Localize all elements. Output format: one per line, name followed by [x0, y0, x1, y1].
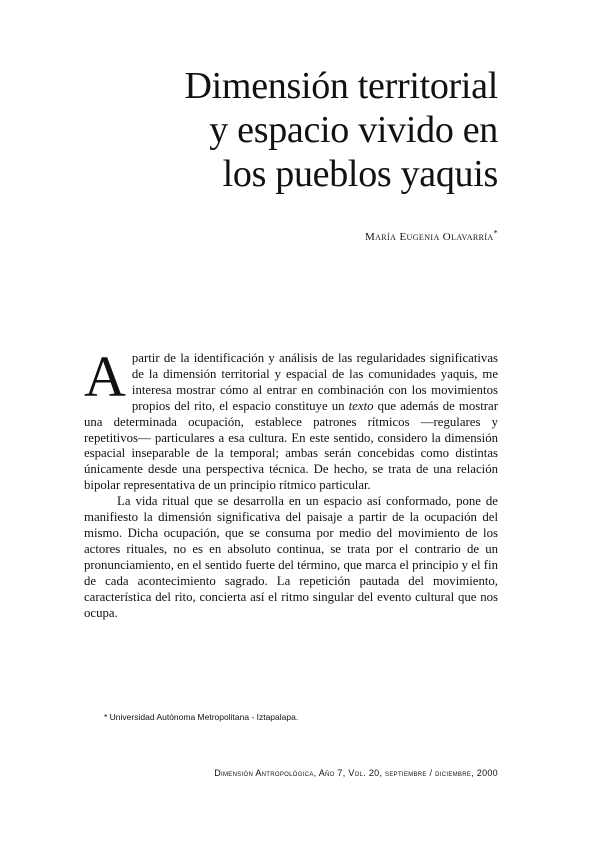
paragraph-1-text-a: partir de la identificación y análisis de las regularidades significativas de la dimensión territorial y espacial de las comunidades yaquis, me interesa mostrar cómo al entrar en combinación con los movimientos propios del rito, el espacio constituye un — [131, 351, 498, 413]
paragraph-1-emphasis: texto — [348, 398, 374, 413]
journal-footer: Dimensión Antropológica, Año 7, Vol. 20, septiembre / diciembre, 2000 — [214, 768, 498, 778]
article-body — [84, 344, 498, 621]
paragraph-1-text-b: que además de mostrar una determinada ocupación, establece patrones rítmicos —regulares y repetitivos— particulares a esa cultura. En este sentido, considero la dimensión espacial inseparable de la temporal; ambas serán concebidas como distintas únicamente desde una perspectiva técnica. De hecho, se trata de una relación bipolar representativa de un principio rítmico particular. — [84, 398, 498, 493]
title-line: y espacio vivido en — [209, 109, 498, 151]
author-footnote-mark: * — [493, 228, 498, 238]
article-title — [98, 64, 498, 196]
author-text: María Eugenia Olavarría — [364, 231, 494, 243]
drop-cap: A — [84, 344, 126, 409]
title-line: Dimensión territorial — [184, 65, 498, 107]
affiliation-footnote: * Universidad Autónoma Metropolitana - Iztapalapa. — [104, 712, 299, 722]
author-name — [364, 228, 498, 243]
paragraph-1 — [84, 344, 498, 494]
title-line: los pueblos yaquis — [222, 153, 498, 195]
paragraph-2: La vida ritual que se desarrolla en un espacio así conformado, pone de manifiesto la dimensión significativa del paisaje a partir de la ocupación del mismo. Dicha ocupación, que se consuma por medio del movimiento de los actores rituales, no es en absoluto continua, se trata por el contrario de un pronunciamiento, en el sentido fuerte del término, que marca el principio y el fin de cada acontecimiento sagrado. La repetición pautada del movimiento, característica del rito, concierta así el ritmo singular del evento cultural que nos ocupa. — [84, 494, 498, 620]
